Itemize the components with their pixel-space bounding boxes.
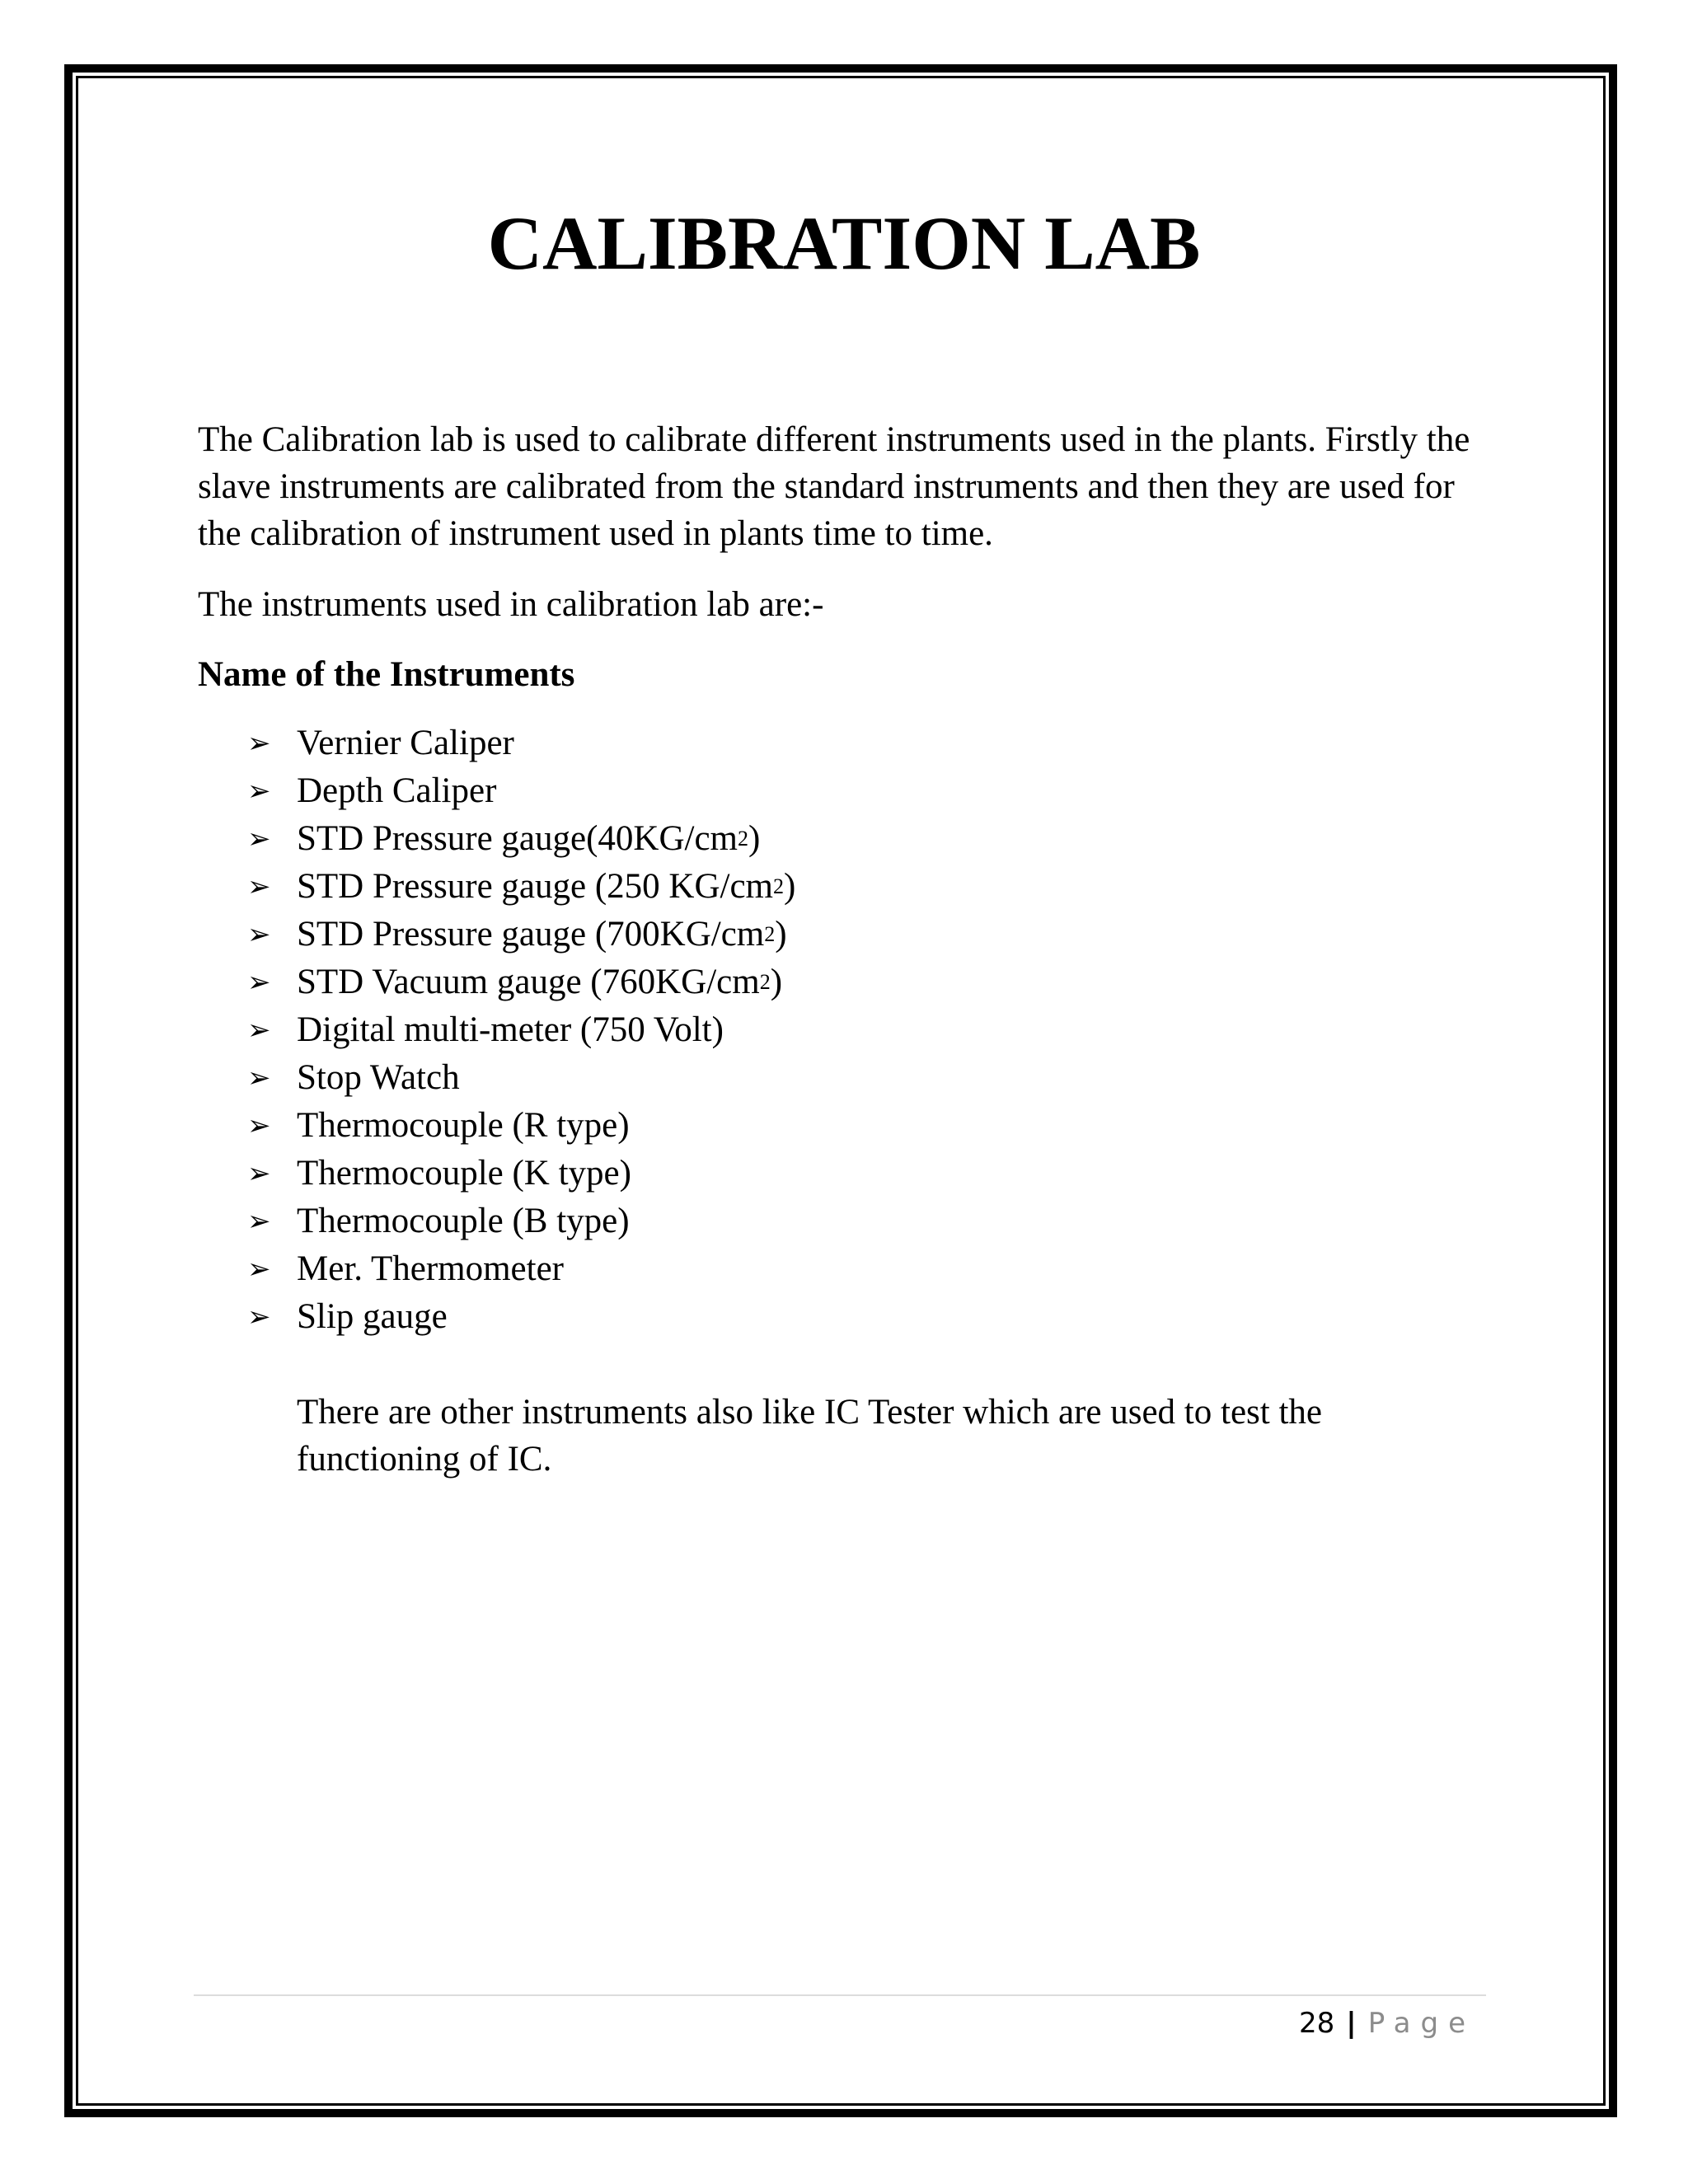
list-item [247,767,795,815]
arrow-bullet-icon: ➢ [247,1014,271,1047]
list-item-text: Depth Caliper [297,771,497,810]
arrow-bullet-icon: ➢ [247,1062,271,1094]
arrow-bullet-icon: ➢ [247,727,271,760]
footer-separator: | [1346,2007,1357,2040]
list-item [247,1006,795,1054]
arrow-bullet-icon: ➢ [247,1301,271,1333]
list-item-text: Mer. Thermometer [297,1249,564,1288]
list-item [247,1150,795,1197]
list-item-text: Thermocouple (R type) [297,1106,630,1145]
list-item-tail: ) [784,867,796,906]
list-item: ➢ STD Pressure gauge (250 KG/cm 2 ) [247,863,795,911]
list-item-text: STD Pressure gauge (250 KG/cm [297,867,774,906]
arrow-bullet-icon: ➢ [247,870,271,903]
closing-note: There are other instruments also like IC Tester which are used to test the functioning of IC. [297,1393,1322,1479]
list-item-text: Vernier Caliper [297,724,514,762]
list-item [247,1054,795,1102]
arrow-bullet-icon: ➢ [247,918,271,951]
list-item [247,719,795,767]
arrow-bullet-icon: ➢ [247,1157,271,1190]
list-item-text: STD Pressure gauge(40KG/cm [297,819,738,858]
list-item-text: Thermocouple (B type) [297,1202,630,1240]
page-label: Page [1367,2007,1475,2040]
arrow-bullet-icon: ➢ [247,1253,271,1286]
intro-paragraph: The Calibration lab is used to calibrate different instruments used in the plants. Firstly the slave instruments are calibrated from the standard instruments and then they are used for the calibration of instrument used in plants time to time. [198,420,1470,553]
list-item [247,1102,795,1150]
arrow-bullet-icon: ➢ [247,1205,271,1238]
list-item-text: Slip gauge [297,1297,448,1336]
page-title: CALIBRATION LAB [487,201,1201,285]
list-item: ➢ STD Pressure gauge (700KG/cm 2 ) [247,911,795,958]
list-item [247,1197,795,1245]
list-item-tail: ) [748,819,761,858]
list-item-text: STD Vacuum gauge (760KG/cm [297,963,760,1001]
instruments-intro: The instruments used in calibration lab are:- [198,585,824,624]
list-item-text: Thermocouple (K type) [297,1154,631,1193]
list-item [247,1245,795,1293]
page-footer [1299,2003,1475,2044]
list-item-tail: ) [775,915,787,954]
list-item [247,1293,795,1341]
list-item-text: Stop Watch [297,1058,460,1097]
arrow-bullet-icon: ➢ [247,775,271,808]
list-item-text: Digital multi-meter (750 Volt) [297,1010,724,1049]
list-item: ➢ STD Vacuum gauge (760KG/cm 2 ) [247,958,795,1006]
footer-divider [194,1994,1486,1996]
page-number: 28 [1299,2007,1335,2040]
list-item: ➢ STD Pressure gauge(40KG/cm 2 ) [247,815,795,863]
instrument-list [247,719,795,1341]
list-item-tail: ) [770,963,783,1001]
arrow-bullet-icon: ➢ [247,966,271,999]
list-heading: Name of the Instruments [198,655,575,694]
list-item-text: STD Pressure gauge (700KG/cm [297,915,765,954]
arrow-bullet-icon: ➢ [247,1109,271,1142]
arrow-bullet-icon: ➢ [247,823,271,855]
